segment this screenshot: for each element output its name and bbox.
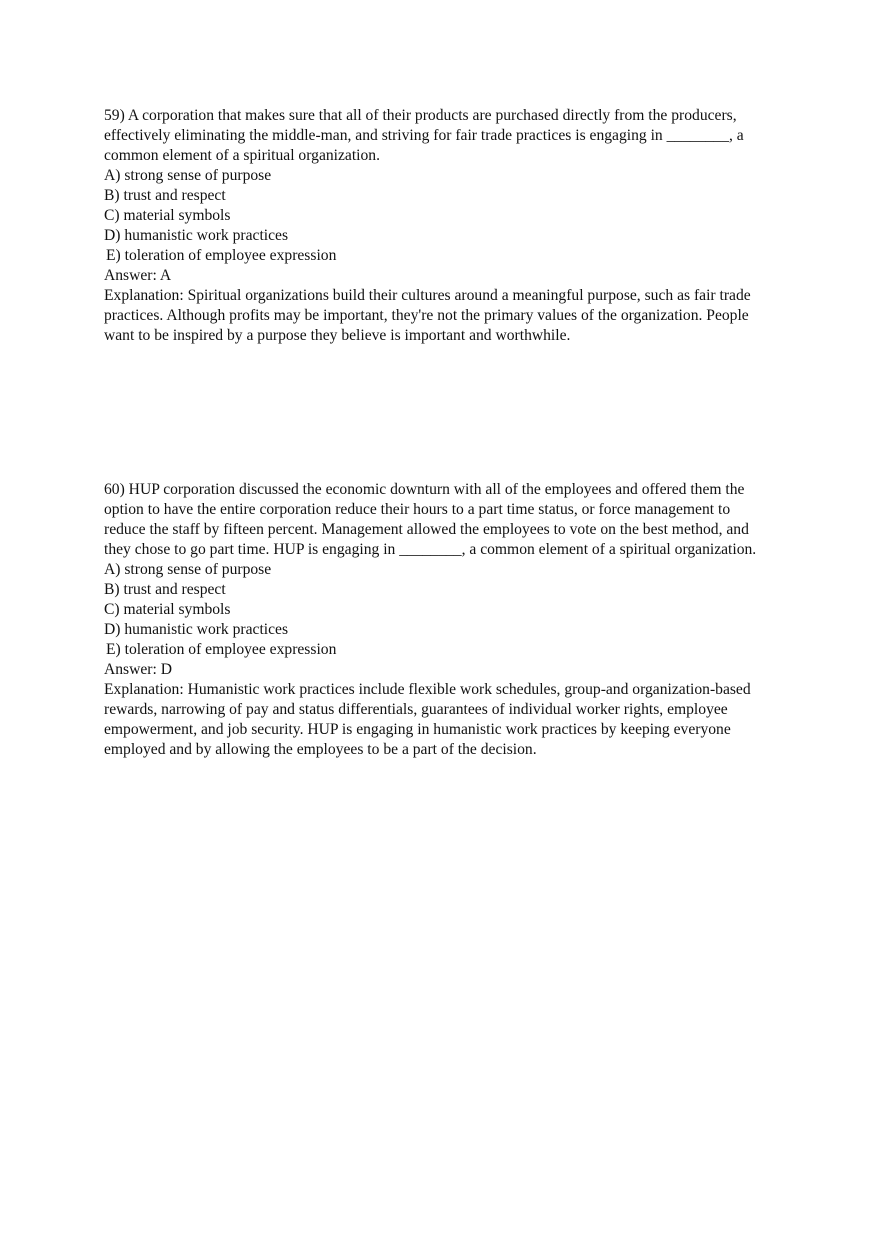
- option-c: C) material symbols: [104, 601, 231, 618]
- option-c: C) material symbols: [104, 207, 231, 224]
- option-a: A) strong sense of purpose: [104, 167, 272, 184]
- option-b: B) trust and respect: [104, 187, 226, 204]
- question-stem: 59) A corporation that makes sure that all of their products are purchased directly from the producers, effectively eliminating the middle-man, and striving for fair trade practices is engaging in ________, a common element of a spiritual organization.: [104, 107, 744, 164]
- question-59: [104, 106, 774, 346]
- answer: Answer: D: [104, 661, 172, 678]
- question-stem: 60) HUP corporation discussed the economic downturn with all of the employees and offered them the option to have the entire corporation reduce their hours to a part time status, or force management to reduce the staff by fifteen percent. Management allowed the employees to vote on the best method, and they chose to go part time. HUP is engaging in ________, a common element of a spiritual organization.: [104, 481, 757, 558]
- explanation: Explanation: Spiritual organizations build their cultures around a meaningful purpose, such as fair trade practices. Although profits may be important, they're not the primary values of the organization. People want to be inspired by a purpose they believe is important and worthwhile.: [104, 287, 751, 344]
- option-b: B) trust and respect: [104, 581, 226, 598]
- option-a: A) strong sense of purpose: [104, 561, 272, 578]
- question-60: [104, 480, 774, 760]
- option-e: E) toleration of employee expression: [106, 247, 337, 264]
- option-e: E) toleration of employee expression: [106, 641, 337, 658]
- answer: Answer: A: [104, 267, 172, 284]
- option-d: D) humanistic work practices: [104, 621, 289, 638]
- explanation: Explanation: Humanistic work practices include flexible work schedules, group-and organization-based rewards, narrowing of pay and status differentials, guarantees of individual worker rights, employee empowerment, and job security. HUP is engaging in humanistic work practices by keeping everyone employed and by allowing the employees to be a part of the decision.: [104, 681, 751, 758]
- option-d: D) humanistic work practices: [104, 227, 289, 244]
